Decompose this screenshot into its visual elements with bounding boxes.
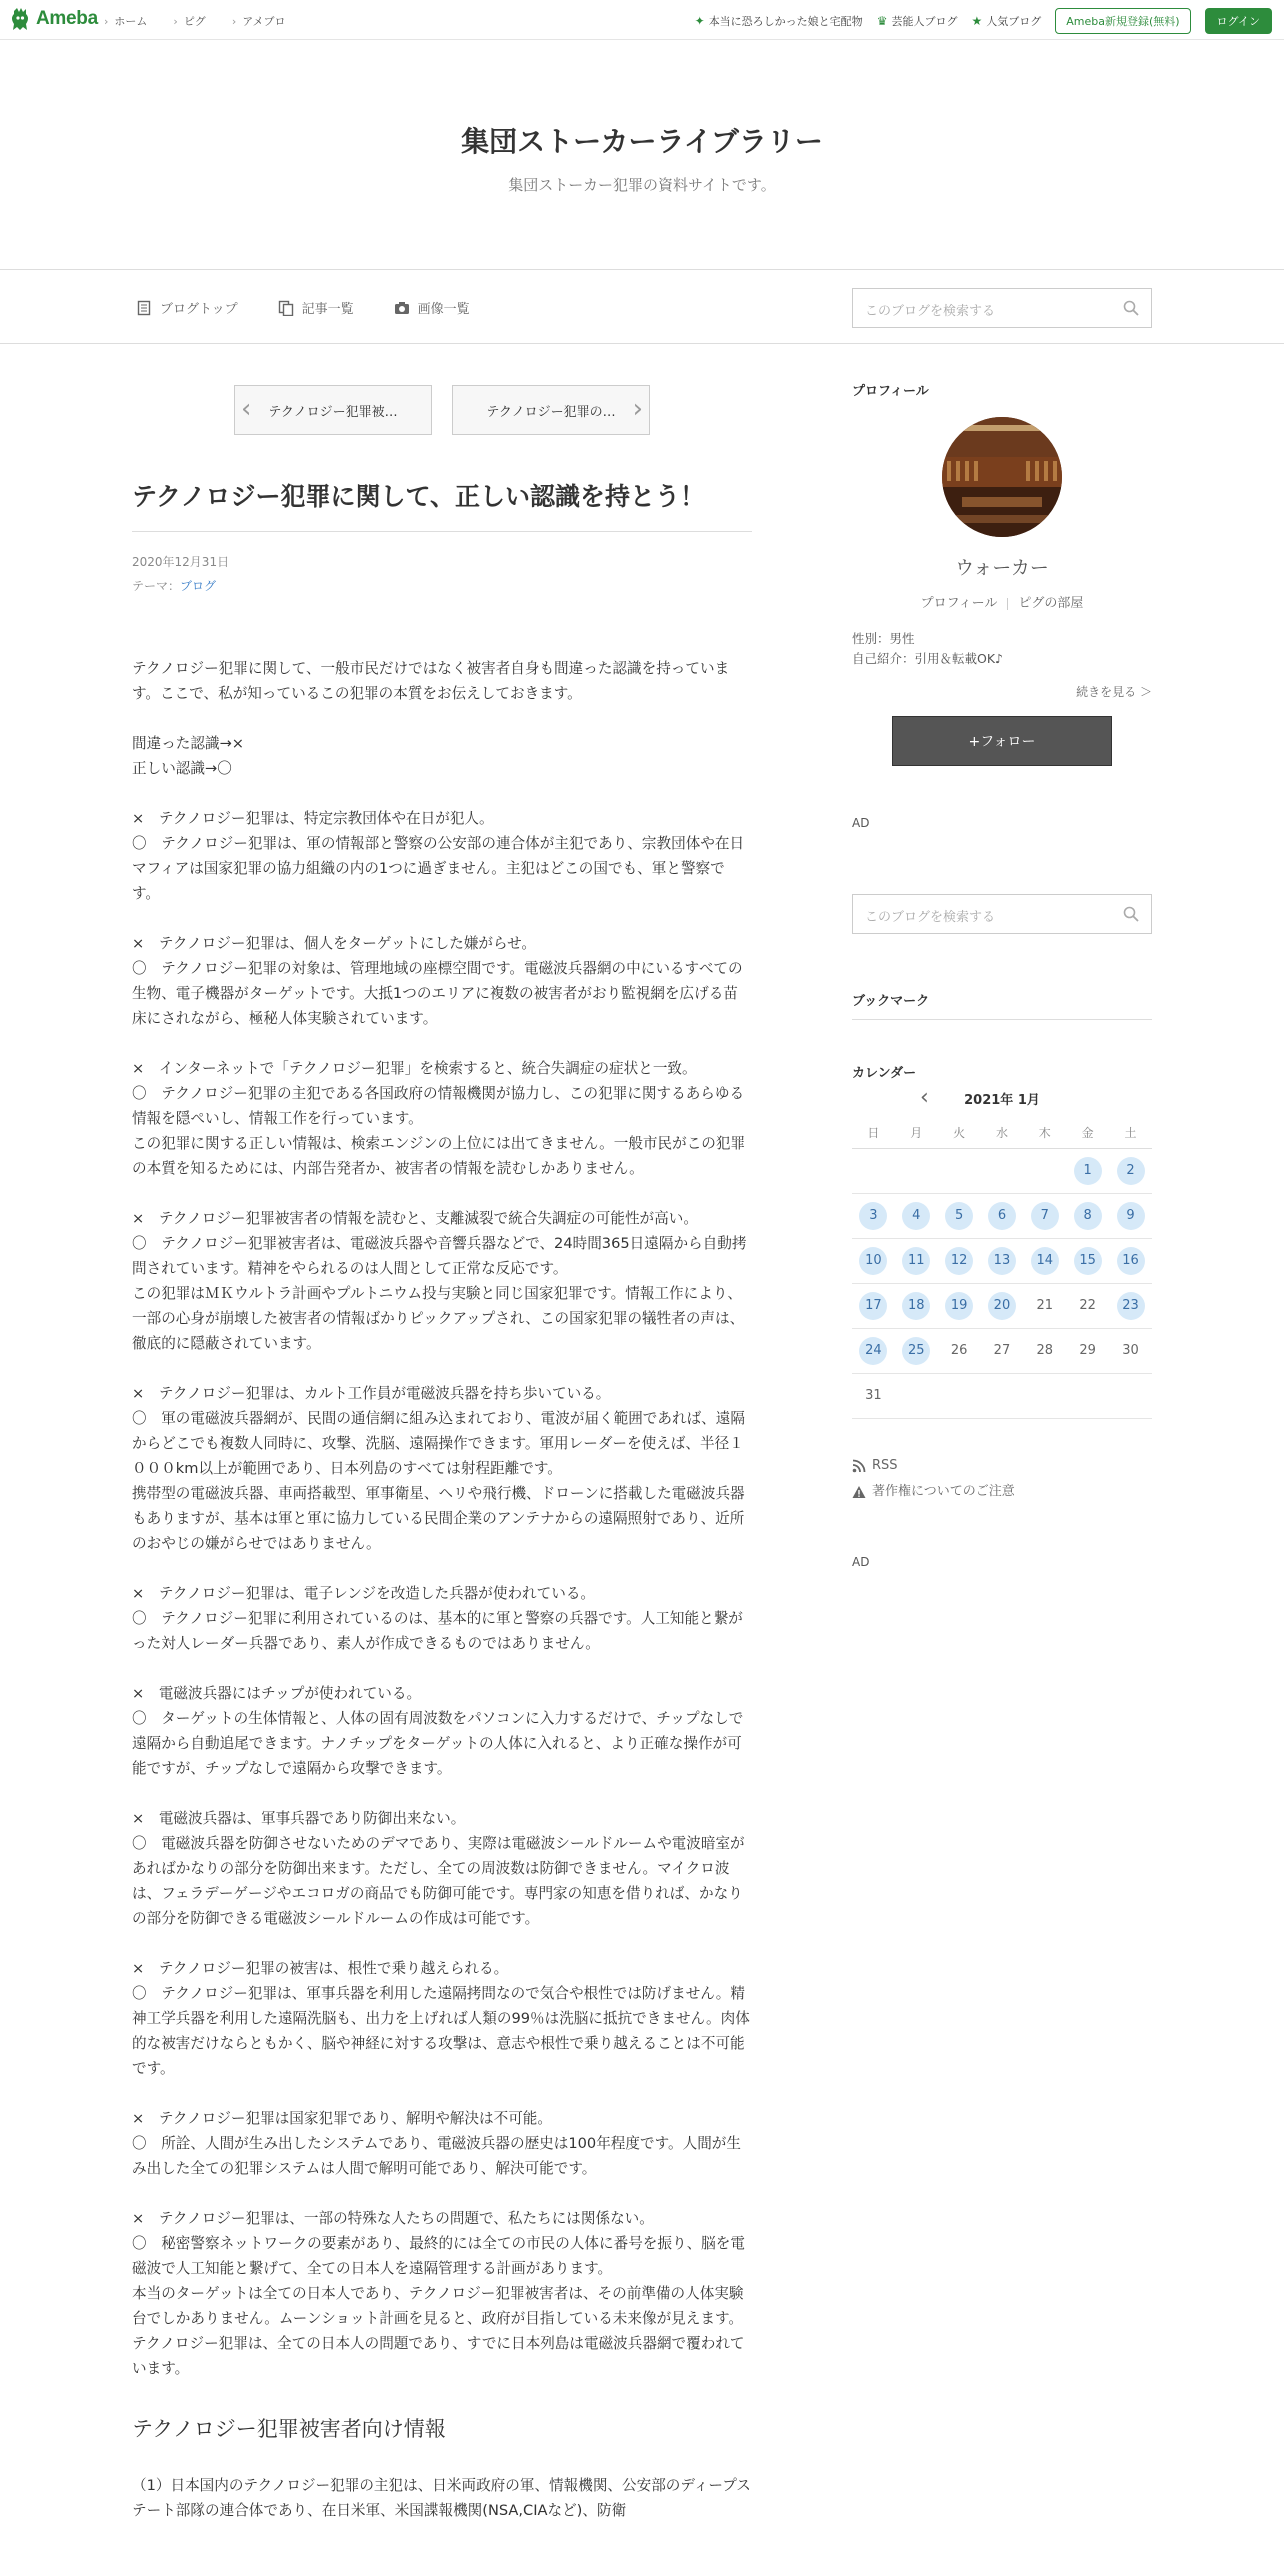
calendar-cell bbox=[981, 1373, 1024, 1418]
calendar-day: 28 bbox=[1036, 1343, 1054, 1358]
myth-fact-item bbox=[132, 806, 752, 906]
legend-right: 正しい認識→〇 bbox=[132, 760, 232, 777]
calendar-cell bbox=[1023, 1238, 1066, 1283]
calendar-cell bbox=[1023, 1283, 1066, 1328]
calendar-day-with-post[interactable]: 14 bbox=[1031, 1247, 1059, 1275]
calendar-cell bbox=[895, 1373, 938, 1418]
login-button[interactable]: ログイン bbox=[1205, 8, 1272, 34]
calendar-cell bbox=[938, 1148, 981, 1193]
blog-header bbox=[0, 40, 1284, 270]
profile-more-link[interactable]: 続きを見る ＞ bbox=[1076, 685, 1152, 699]
pages-icon bbox=[278, 300, 294, 316]
myth-fact-item bbox=[132, 1206, 752, 1356]
calendar-cell bbox=[1109, 1328, 1152, 1373]
calendar-week bbox=[852, 1283, 1152, 1328]
entry-title[interactable]: テクノロジー犯罪に関して、正しい認識を持とう！ bbox=[132, 477, 752, 532]
calendar-cell bbox=[852, 1238, 895, 1283]
calendar-week bbox=[852, 1373, 1152, 1418]
calendar-cell bbox=[1066, 1373, 1109, 1418]
calendar-cell bbox=[1109, 1283, 1152, 1328]
calendar-cell bbox=[895, 1238, 938, 1283]
calendar-day: 31 bbox=[865, 1388, 882, 1403]
calendar-day-with-post[interactable]: 19 bbox=[945, 1292, 973, 1320]
calendar-cell bbox=[1023, 1328, 1066, 1373]
myth-text: × 電磁波兵器にはチップが使われている。 bbox=[132, 1685, 422, 1702]
calendar-cell bbox=[938, 1283, 981, 1328]
fact-extra-text: この犯罪に関する正しい情報は、検索エンジンの上位には出てきません。一般市民がこの犯罪の本質を知るためには、内部告発者か、被害者の情報を読むしかありません。 bbox=[132, 1135, 746, 1177]
fact-text: 〇 テクノロジー犯罪は、軍の情報部と警察の公安部の連合体が主犯であり、宗教団体や在日マフィアは国家犯罪の協力組織の内の1つに過ぎません。主犯はどこの国でも、軍と警察です。 bbox=[132, 835, 745, 902]
trending-label: 本当に恐ろしかった娘と宅配物 bbox=[708, 15, 863, 28]
myth-text: × テクノロジー犯罪は、個人をターゲットにした嫌がらせ。 bbox=[132, 935, 536, 952]
myth-text: × テクノロジー犯罪は、特定宗教団体や在日が犯人。 bbox=[132, 810, 494, 827]
entry-body bbox=[132, 656, 752, 2381]
calendar-weekdays bbox=[852, 1118, 1152, 1148]
calendar-cell bbox=[895, 1148, 938, 1193]
ad-label: AD bbox=[852, 816, 870, 830]
trending-link[interactable] bbox=[695, 13, 863, 29]
sidebar-search-input[interactable] bbox=[852, 894, 1152, 934]
myth-text: × テクノロジー犯罪は国家犯罪であり、解明や解決は不可能。 bbox=[132, 2110, 552, 2127]
calendar-day-with-post[interactable]: 20 bbox=[988, 1292, 1016, 1320]
calendar-cell bbox=[1023, 1148, 1066, 1193]
myth-text: × 電磁波兵器は、軍事兵器であり防御出来ない。 bbox=[132, 1810, 466, 1827]
calendar-cell bbox=[1109, 1193, 1152, 1238]
entry-date: 2020年12月31日 bbox=[132, 555, 230, 569]
warning-icon bbox=[852, 1485, 866, 1499]
bookmark-heading: ブックマーク bbox=[852, 990, 1152, 1020]
fact-text: 〇 所詮、人間が生み出したシステムであり、電磁波兵器の歴史は100年程度です。人間が生み出した全ての犯罪システムは人間で解明可能であり、解決可能です。 bbox=[132, 2135, 741, 2177]
calendar-weekday: 日 bbox=[852, 1118, 895, 1148]
ad-label-2: AD bbox=[852, 1554, 870, 1569]
fact-extra-text: 本当のターゲットは全ての日本人であり、テクノロジー犯罪被害者は、その前準備の人体実験台でしかありません。ムーンショット計画を見ると、政府が目指している未来像が見えます。テクノロジー犯罪は、全ての日本人の問題であり、すでに日本列島は電磁波兵器網で覆われています。 bbox=[132, 2285, 745, 2377]
document-icon bbox=[136, 300, 152, 316]
profile-links bbox=[852, 592, 1152, 611]
calendar-cell bbox=[895, 1193, 938, 1238]
calendar-table bbox=[852, 1118, 1152, 1419]
fact-text: 〇 テクノロジー犯罪に利用されているのは、基本的に軍と警察の兵器です。人工知能と繋がった対人レーダー兵器であり、素人が作成できるものではありません。 bbox=[132, 1610, 743, 1652]
calendar-cell bbox=[895, 1283, 938, 1328]
main-column bbox=[132, 385, 752, 2523]
entry-meta bbox=[132, 550, 752, 598]
calendar-day-with-post[interactable]: 7 bbox=[1031, 1202, 1059, 1230]
ameba-mascot-icon bbox=[10, 8, 30, 30]
logo-text: Ameba bbox=[36, 8, 98, 29]
calendar-prev-icon[interactable]: ‹ bbox=[920, 1085, 929, 1110]
calendar-cell bbox=[852, 1193, 895, 1238]
entry-intro: テクノロジー犯罪に関して、一般市民だけではなく被害者自身も間違った認識を持っています。ここで、私が知っているこの犯罪の本質をお伝えしておきます。 bbox=[132, 660, 730, 702]
calendar-day-with-post[interactable]: 18 bbox=[902, 1292, 930, 1320]
calendar-day-with-post[interactable]: 24 bbox=[859, 1337, 887, 1365]
myth-fact-item bbox=[132, 2206, 752, 2381]
calendar-cell bbox=[938, 1328, 981, 1373]
myth-fact-item bbox=[132, 1056, 752, 1181]
profile-gender: 性別：男性 bbox=[852, 631, 915, 646]
follow-button[interactable]: +フォロー bbox=[892, 716, 1112, 766]
celebrity-blog-label: 芸能人ブログ bbox=[891, 15, 958, 28]
calendar-cell bbox=[852, 1148, 895, 1193]
nav-pigg[interactable]: › ピグ bbox=[173, 13, 205, 29]
calendar-month-label: 2021年 1月 bbox=[964, 1093, 1040, 1108]
blog-nav bbox=[0, 270, 1284, 344]
sidebar-search-placeholder: このブログを検索する bbox=[865, 910, 996, 925]
myth-fact-item bbox=[132, 1956, 752, 2081]
calendar-day-with-post[interactable]: 15 bbox=[1074, 1247, 1102, 1275]
calendar-day-with-post[interactable]: 10 bbox=[859, 1247, 887, 1275]
rss-link[interactable] bbox=[852, 1453, 1152, 1479]
blog-title[interactable]: 集団ストーカーライブラリー bbox=[461, 125, 823, 158]
calendar-day: 29 bbox=[1079, 1343, 1096, 1358]
rss-label: RSS bbox=[872, 1457, 898, 1473]
fact-extra-text: 携帯型の電磁波兵器、車両搭載型、軍事衛星、ヘリや飛行機、ドローンに搭載した電磁波兵器もありますが、基本は軍と軍に協力している民間企業のアンテナからの遠隔照射であり、近所のおやじの嫌がらせではありません。 bbox=[132, 1485, 745, 1552]
myth-text: × テクノロジー犯罪被害者の情報を読むと、支離滅裂で統合失調症の可能性が高い。 bbox=[132, 1210, 698, 1227]
calendar-day-with-post[interactable]: 5 bbox=[945, 1202, 973, 1230]
blog-description: 集団ストーカー犯罪の資料サイトです。 bbox=[508, 176, 776, 194]
calendar-cell bbox=[938, 1238, 981, 1283]
myth-text: × インターネットで「テクノロジー犯罪」を検索すると、統合失調症の症状と一致。 bbox=[132, 1060, 697, 1077]
calendar-day-with-post[interactable]: 23 bbox=[1117, 1292, 1145, 1320]
calendar-weekday: 水 bbox=[981, 1118, 1024, 1148]
calendar-cell bbox=[1066, 1328, 1109, 1373]
calendar-day-with-post[interactable]: 8 bbox=[1074, 1202, 1102, 1230]
theme-label: テーマ： bbox=[132, 579, 181, 593]
myth-text: × テクノロジー犯罪は、電子レンジを改造した兵器が使われている。 bbox=[132, 1585, 596, 1602]
calendar-cell bbox=[1066, 1193, 1109, 1238]
calendar-day: 30 bbox=[1122, 1343, 1139, 1358]
next-entry-button[interactable] bbox=[452, 385, 650, 435]
calendar-cell bbox=[852, 1283, 895, 1328]
calendar-day-with-post[interactable]: 6 bbox=[988, 1202, 1016, 1230]
fact-text: 〇 電磁波兵器を防御させないためのデマであり、実際は電磁波シールドルームや電波暗室があればかなりの部分を防御出来ます。ただし、全ての周波数は防御できません。マイクロ波は、フェラデーゲージやエコロガの商品でも防御可能です。専門家の知恵を借りれば、かなりの部分を防御できる電磁波シールドルームの作成は可能です。 bbox=[132, 1835, 745, 1927]
sidebar bbox=[852, 380, 1152, 1569]
profile-info bbox=[852, 629, 1152, 669]
calendar-day-with-post[interactable]: 25 bbox=[902, 1337, 930, 1365]
crown-icon: ♛ bbox=[876, 14, 888, 28]
calendar-month bbox=[852, 1085, 1152, 1110]
calendar-cell bbox=[1023, 1193, 1066, 1238]
legend-wrong: 間違った認識→× bbox=[132, 735, 245, 752]
calendar-week bbox=[852, 1193, 1152, 1238]
fact-text: 〇 ターゲットの生体情報と、人体の固有周波数をパソコンに入力するだけで、チップなしで遠隔から自動追尾できます。ナノチップをターゲットの人体に入れると、より正確な操作が可能ですが、チップなしで遠隔から攻撃できます。 bbox=[132, 1710, 744, 1777]
prev-entry-button[interactable] bbox=[234, 385, 432, 435]
chevron-right-icon: › bbox=[632, 394, 643, 424]
calendar-day-with-post[interactable]: 9 bbox=[1117, 1202, 1145, 1230]
myth-fact-item bbox=[132, 1806, 752, 1931]
profile-name[interactable]: ウォーカー bbox=[955, 557, 1049, 579]
divider bbox=[1007, 598, 1008, 610]
section-heading: テクノロジー犯罪被害者向け情報 bbox=[132, 2417, 446, 2441]
entry-pager bbox=[132, 385, 752, 435]
myth-fact-item bbox=[132, 1681, 752, 1781]
calendar-day-with-post[interactable]: 11 bbox=[902, 1247, 930, 1275]
header-search-input[interactable] bbox=[852, 288, 1152, 328]
calendar-day-with-post[interactable]: 17 bbox=[859, 1292, 887, 1320]
copyright-label: 著作権についてのご注意 bbox=[872, 1483, 1015, 1499]
entry-list-label: 記事一覧 bbox=[301, 302, 354, 317]
calendar-cell bbox=[852, 1373, 895, 1418]
myth-fact-item bbox=[132, 1581, 752, 1656]
calendar-week bbox=[852, 1148, 1152, 1193]
ameba-logo[interactable] bbox=[10, 8, 98, 30]
calendar-day: 27 bbox=[993, 1343, 1011, 1358]
camera-icon bbox=[394, 300, 410, 316]
calendar-heading: カレンダー bbox=[852, 1066, 917, 1081]
myth-fact-list bbox=[132, 806, 752, 2381]
calendar-cell bbox=[938, 1193, 981, 1238]
calendar-cell bbox=[1109, 1238, 1152, 1283]
entry-theme bbox=[132, 574, 752, 598]
calendar-cell bbox=[981, 1283, 1024, 1328]
register-button[interactable]: Ameba新規登録(無料) bbox=[1055, 8, 1190, 34]
theme-link[interactable]: ブログ bbox=[180, 579, 217, 593]
calendar-day-with-post[interactable]: 4 bbox=[902, 1202, 930, 1230]
calendar-cell bbox=[1023, 1373, 1066, 1418]
profile-intro: 自己紹介：引用＆転載OK♪ bbox=[852, 651, 1004, 666]
myth-text: × テクノロジー犯罪の被害は、根性で乗り越えられる。 bbox=[132, 1960, 509, 1977]
calendar-cell bbox=[981, 1238, 1024, 1283]
calendar-cell bbox=[981, 1328, 1024, 1373]
star-icon: ★ bbox=[971, 14, 983, 28]
myth-fact-item bbox=[132, 1381, 752, 1556]
calendar-week bbox=[852, 1238, 1152, 1283]
calendar-day-with-post[interactable]: 1 bbox=[1074, 1157, 1102, 1185]
calendar-day-with-post[interactable]: 12 bbox=[945, 1247, 973, 1275]
calendar-day-with-post[interactable]: 13 bbox=[988, 1247, 1016, 1275]
prev-entry-label: テクノロジー犯罪被… bbox=[268, 404, 398, 420]
legend bbox=[132, 731, 752, 781]
sparkle-icon: ✦ bbox=[694, 14, 705, 28]
calendar-cell bbox=[852, 1328, 895, 1373]
popular-blog-link[interactable] bbox=[971, 13, 1041, 29]
calendar-weekday: 火 bbox=[938, 1118, 981, 1148]
avatar[interactable] bbox=[942, 417, 1062, 537]
calendar-cell bbox=[981, 1148, 1024, 1193]
calendar-cell bbox=[1109, 1148, 1152, 1193]
popular-blog-label: 人気ブログ bbox=[986, 15, 1042, 28]
header-search-placeholder: このブログを検索する bbox=[865, 304, 996, 319]
entry-list-link[interactable] bbox=[278, 298, 354, 317]
next-entry-label: テクノロジー犯罪の… bbox=[486, 404, 616, 420]
search-icon[interactable] bbox=[1123, 906, 1139, 922]
library-photo bbox=[942, 417, 1062, 537]
image-list-link[interactable] bbox=[394, 298, 470, 317]
calendar-day-with-post[interactable]: 2 bbox=[1117, 1157, 1145, 1185]
calendar-cell bbox=[981, 1193, 1024, 1238]
celebrity-blog-link[interactable] bbox=[877, 13, 958, 29]
calendar-day-with-post[interactable]: 16 bbox=[1117, 1247, 1145, 1275]
calendar-day: 22 bbox=[1079, 1298, 1096, 1313]
chevron-left-icon: ‹ bbox=[241, 394, 252, 424]
calendar-day: 21 bbox=[1036, 1298, 1054, 1313]
fact-text: 〇 軍の電磁波兵器網が、民間の通信網に組み込まれており、電波が届く範囲であれば、遠隔からどこでも複数人同時に、攻撃、洗脳、遠隔操作できます。軍用レーダーを使えば、半径１０００km以上が範囲であり、日本列島のすべては射程距離です。 bbox=[132, 1410, 745, 1477]
fact-text: 〇 秘密警察ネットワークの要素があり、最終的には全ての市民の人体に番号を振り、脳を電磁波で人工知能と繋げて、全ての日本人を遠隔管理する計画があります。 bbox=[132, 2235, 745, 2277]
myth-text: × テクノロジー犯罪は、一部の特殊な人たちの問題で、私たちには関係ない。 bbox=[132, 2210, 654, 2227]
search-icon[interactable] bbox=[1123, 300, 1139, 316]
calendar-cell bbox=[1066, 1238, 1109, 1283]
blog-top-link[interactable] bbox=[136, 298, 238, 317]
myth-text: × テクノロジー犯罪は、カルト工作員が電磁波兵器を持ち歩いている。 bbox=[132, 1385, 611, 1402]
image-list-label: 画像一覧 bbox=[417, 302, 470, 317]
calendar-week bbox=[852, 1328, 1152, 1373]
myth-fact-item bbox=[132, 931, 752, 1031]
myth-fact-item bbox=[132, 2106, 752, 2181]
fact-text: 〇 テクノロジー犯罪の対象は、管理地域の座標空間です。電磁波兵器網の中にいるすべての生物、電子機器がターゲットです。大抵1つのエリアに複数の被害者がおり監視網を広げる苗床にされながら、極秘人体実験されています。 bbox=[132, 960, 743, 1027]
profile-heading: プロフィール bbox=[852, 384, 929, 399]
calendar-cell bbox=[895, 1328, 938, 1373]
sidebar-links bbox=[852, 1453, 1152, 1505]
calendar-day-with-post[interactable]: 3 bbox=[859, 1202, 887, 1230]
fact-text: 〇 テクノロジー犯罪の主犯である各国政府の情報機関が協力し、この犯罪に関するあらゆる情報を隠ぺいし、情報工作を行っています。 bbox=[132, 1085, 745, 1127]
fact-text: 〇 テクノロジー犯罪被害者は、電磁波兵器や音響兵器などで、24時間365日遠隔から自動拷問されています。精神をやられるのは人間として正常な反応です。 bbox=[132, 1235, 747, 1277]
calendar-cell bbox=[1066, 1283, 1109, 1328]
blog-top-label: ブログトップ bbox=[160, 302, 238, 317]
fact-text: 〇 テクノロジー犯罪は、軍事兵器を利用した遠隔拷問なので気合や根性では防げません。精神工学兵器を利用した遠隔洗脳も、出力を上げれば人類の99％は洗脳に抵抗できません。肉体的な被害だけならともかく、脳や神経に対する攻撃は、意志や根性で乗り越えることは不可能です。 bbox=[132, 1985, 750, 2077]
calendar-days bbox=[852, 1148, 1152, 1418]
calendar-cell bbox=[938, 1373, 981, 1418]
copyright-notice-link[interactable] bbox=[852, 1479, 1152, 1505]
calendar-weekday: 木 bbox=[1023, 1118, 1066, 1148]
calendar-weekday: 月 bbox=[895, 1118, 938, 1148]
fact-extra-text: この犯罪はＭＫウルトラ計画やプルトニウム投与実験と同じ国家犯罪です。情報工作により、一部の心身が崩壊した被害者の情報ばかりピックアップされ、この国家犯罪の犠牲者の声は、徹底的に隠蔽されています。 bbox=[132, 1285, 745, 1352]
rss-icon bbox=[852, 1459, 866, 1473]
calendar-cell bbox=[1109, 1373, 1152, 1418]
section-text: （1）日本国内のテクノロジー犯罪の主犯は、日米両政府の軍、情報機関、公安部のディープステート部隊の連合体であり、在日米軍、米国諜報機関(NSA,CIAなど)、防衛 bbox=[132, 2477, 751, 2519]
nav-ameblo[interactable]: › アメブロ bbox=[232, 13, 286, 29]
global-header bbox=[0, 0, 1284, 40]
global-nav bbox=[104, 13, 286, 29]
topbar-right bbox=[695, 8, 1272, 34]
calendar-weekday: 金 bbox=[1066, 1118, 1109, 1148]
profile-link[interactable]: プロフィール bbox=[920, 596, 998, 611]
nav-home[interactable]: › ホーム bbox=[104, 13, 147, 29]
calendar-cell bbox=[1066, 1148, 1109, 1193]
calendar-weekday: 土 bbox=[1109, 1118, 1152, 1148]
calendar-day: 26 bbox=[950, 1343, 968, 1358]
pigg-room-link[interactable]: ピグの部屋 bbox=[1018, 596, 1084, 611]
